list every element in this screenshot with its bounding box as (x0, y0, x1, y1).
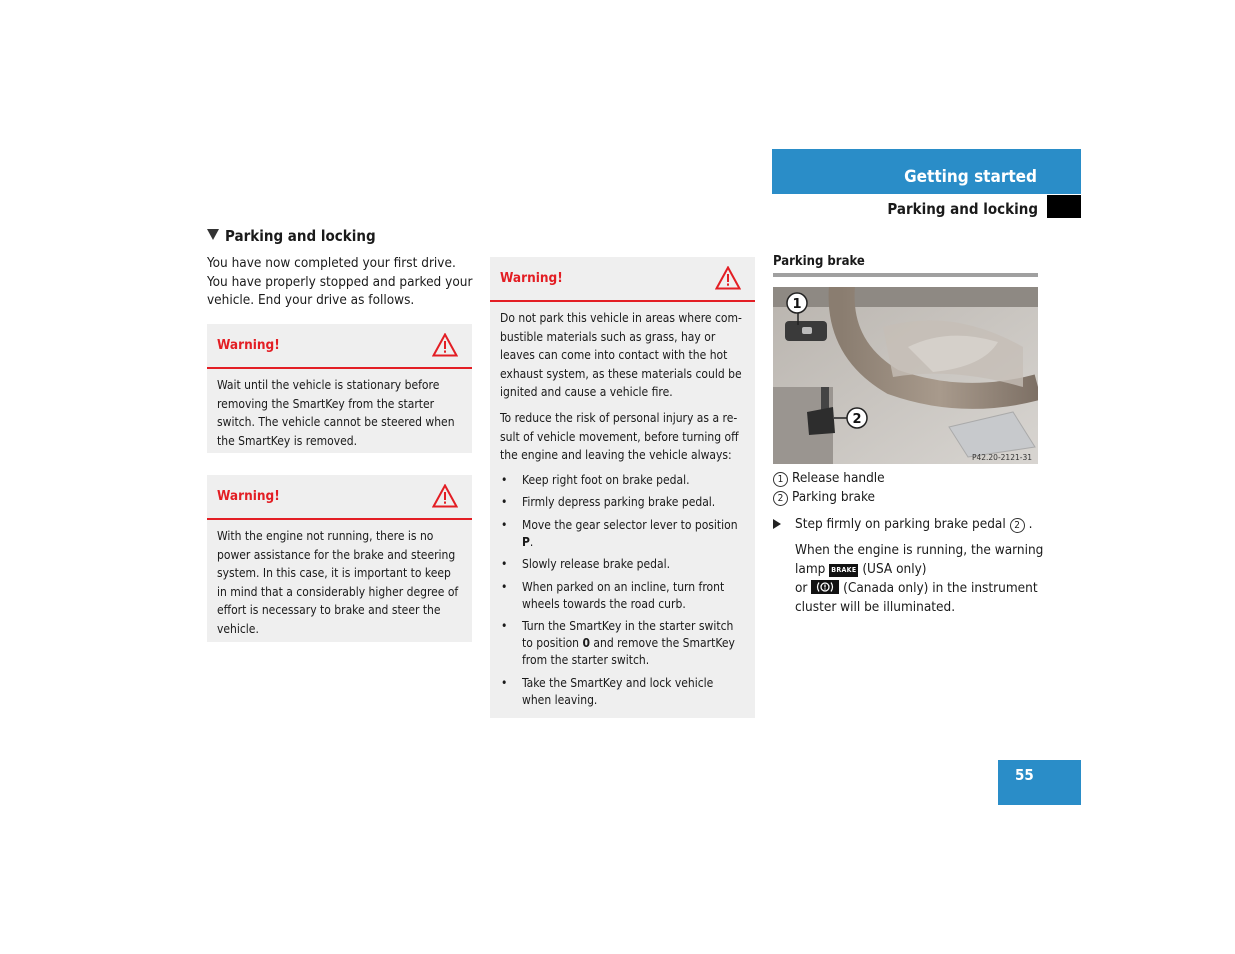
section-title-text: Parking and locking (225, 227, 376, 245)
callout-2: 2 (852, 412, 862, 427)
legend-item (773, 488, 885, 507)
list-item: • Take the SmartKey and lock vehicle when leaving. (500, 675, 745, 709)
step-arrow-icon (773, 519, 781, 529)
legend (773, 469, 885, 507)
warning-paragraph: To reduce the risk of personal injury as a re- sult of vehicle movement, before turning off the engine and leaving the vehicle always: (500, 410, 739, 463)
triangle-down-icon (207, 229, 219, 240)
section-header: Parking and locking (887, 200, 1038, 218)
intro-text: You have now completed your first drive. You have properly stopped and parked your vehicle. End your drive as follows. (207, 255, 473, 308)
instruction-step: Step firmly on parking brake pedal 2 . (773, 515, 1043, 534)
callout-1: 1 (792, 297, 802, 312)
warning-body: Wait until the vehicle is stationary before removing the SmartKey from the starter switch. The vehicle cannot be steered when the SmartKey is removed. (217, 378, 455, 448)
warning-triangle-icon (432, 484, 458, 508)
list-item: • Firmly depress parking brake pedal. (500, 494, 745, 511)
parking-brake-title: Parking brake (773, 254, 1038, 277)
list-item: • When parked on an incline, turn front wheels towards the road curb. (500, 579, 745, 613)
warning-box-3 (490, 257, 755, 718)
warning-title: Warning! (217, 488, 280, 504)
legend-label: Release handle (792, 470, 885, 486)
result-text-3: or (795, 580, 808, 596)
list-item: • Slowly release brake pedal. (500, 556, 745, 573)
list-item: • Keep right foot on brake pedal. (500, 472, 745, 489)
brake-warning-icon: BRAKE (829, 564, 858, 577)
chapter-tab (772, 149, 1081, 194)
warning-box-1 (207, 324, 472, 453)
page-number: 55 (1015, 766, 1034, 784)
warning-triangle-icon (432, 333, 458, 357)
image-code: P42.20-2121-31 (971, 453, 1032, 462)
warning-body: With the engine not running, there is no power assistance for the brake and steering system. In this case, it is important to keep in mind that a considerably higher degree of effort is necessary to brake and steer the vehicle. (217, 529, 459, 636)
section-marker (1047, 195, 1081, 218)
result-text-4: (Canada only) in the instrument cluster will be illuminated. (795, 580, 1038, 615)
warning-box-2 (207, 475, 472, 642)
step-result-text (795, 541, 1045, 617)
list-item: • Turn the SmartKey in the starter switch to position 0 and remove the SmartKey from the starter switch. (500, 618, 745, 669)
warning-title: Warning! (217, 337, 280, 353)
warning-title: Warning! (500, 270, 563, 286)
page-number-tab (998, 760, 1081, 805)
step-ref-number: 2 (1010, 518, 1025, 533)
canada-brake-lamp-icon (811, 580, 839, 594)
result-text-1: When the engine is running, the warning lamp (795, 542, 1044, 577)
list-item: • Move the gear selector lever to position P. (500, 517, 745, 551)
parking-brake-photo (773, 287, 1038, 464)
chapter-title: Getting started (904, 167, 1037, 187)
warning-paragraph: Do not park this vehicle in areas where com- bustible materials such as grass, hay or leaves can come into contact with the hot exhaust system, as these materials could be ignited and cause a vehicle fire. (500, 311, 742, 400)
section-title (207, 227, 376, 245)
result-text-2: (USA only) (862, 561, 927, 577)
step-text: Step firmly on parking brake pedal (795, 516, 1006, 532)
legend-label: Parking brake (792, 489, 875, 505)
warning-triangle-icon (715, 266, 741, 290)
legend-number: 2 (773, 491, 788, 506)
legend-number: 1 (773, 472, 788, 487)
instruction-list (500, 472, 745, 709)
legend-item (773, 469, 885, 488)
